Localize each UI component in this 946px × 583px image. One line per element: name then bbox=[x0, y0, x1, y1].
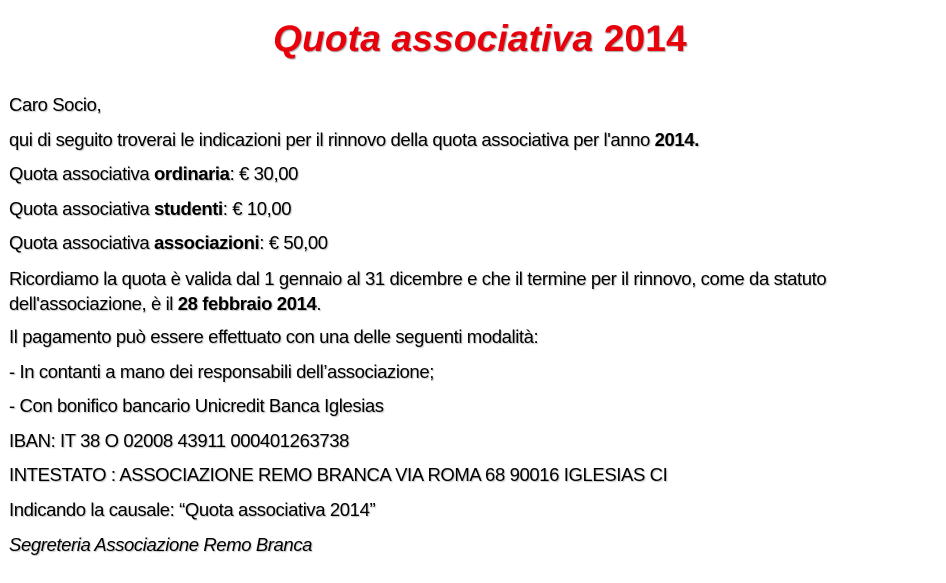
fee-amount: : € 30,00 bbox=[229, 163, 298, 185]
fee-prefix: Quota associativa bbox=[9, 197, 154, 219]
fee-studenti bbox=[9, 192, 939, 227]
causale-line: Indicando la causale: “Quota associativa 2014” bbox=[9, 498, 376, 520]
title-text: Quota associativa bbox=[273, 18, 594, 59]
holder-line: INTESTATO : ASSOCIAZIONE REMO BRANCA VIA ROMA 68 90016 IGLESIAS CI bbox=[9, 464, 668, 486]
intro-text: qui di seguito troverai le indicazioni per il rinnovo della quota associativa per l'anno bbox=[9, 128, 655, 150]
validity-text: Ricordiamo la quota è valida dal 1 gennaio al 31 dicembre e che il termine per il rinnovo, come da statuto dell'associazione, è il bbox=[9, 267, 827, 314]
letter-body bbox=[9, 88, 939, 562]
fee-type: studenti bbox=[154, 197, 223, 219]
validity-paragraph bbox=[9, 261, 939, 320]
page-title bbox=[0, 18, 946, 60]
fee-prefix: Quota associativa bbox=[9, 163, 154, 185]
validity-end: . bbox=[316, 292, 322, 314]
fee-type: ordinaria bbox=[154, 163, 230, 185]
validity-deadline: 28 febbraio 2014 bbox=[177, 292, 317, 314]
payment-method-cash: - In contanti a mano dei responsabili dell’associazione; bbox=[9, 360, 434, 382]
signature: Segreteria Associazione Remo Branca bbox=[9, 533, 313, 555]
intro-line bbox=[9, 123, 939, 158]
intro-year: 2014 bbox=[654, 128, 695, 150]
fee-amount: : € 10,00 bbox=[222, 197, 292, 219]
iban-line: IBAN: IT 38 O 02008 43911 000401263738 bbox=[9, 429, 350, 451]
fee-ordinaria bbox=[9, 157, 939, 192]
fee-associazioni bbox=[9, 226, 939, 261]
intro-end: . bbox=[694, 128, 699, 150]
fee-prefix: Quota associativa bbox=[9, 232, 154, 254]
payment-intro: Il pagamento può essere effettuato con una delle seguenti modalità: bbox=[9, 325, 539, 347]
greeting: Caro Socio, bbox=[9, 94, 102, 115]
payment-method-transfer: - Con bonifico bancario Unicredit Banca Iglesias bbox=[9, 395, 384, 417]
fee-type: associazioni bbox=[154, 232, 260, 254]
fee-amount: : € 50,00 bbox=[259, 232, 328, 254]
title-year: 2014 bbox=[603, 18, 687, 59]
